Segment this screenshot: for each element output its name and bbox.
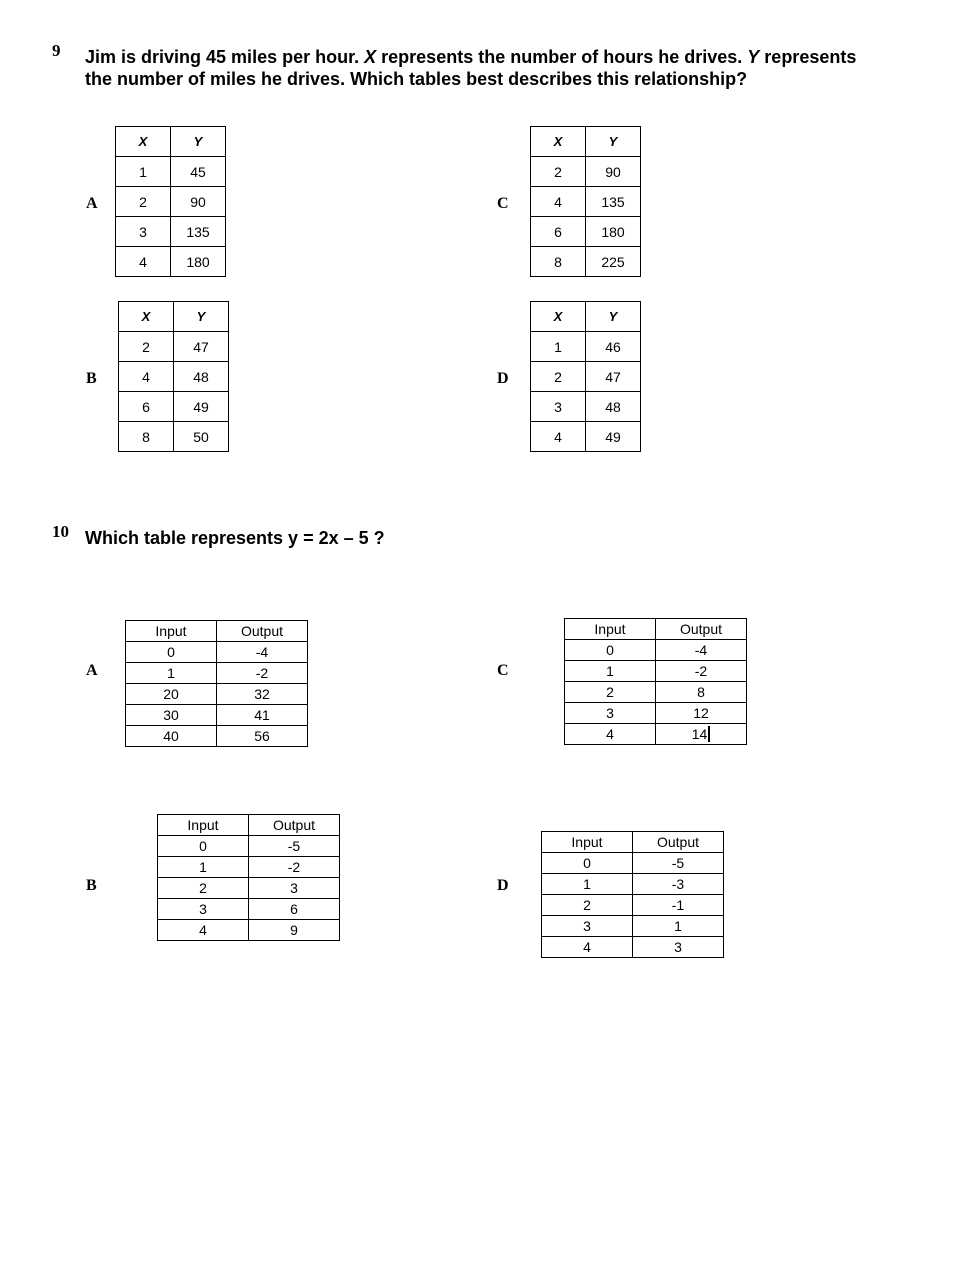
table-header-row xyxy=(565,619,747,640)
table-cell: 3 xyxy=(633,937,724,958)
table-row xyxy=(158,857,340,878)
table-row xyxy=(116,217,226,247)
table-cell: 180 xyxy=(171,247,226,277)
table-option-a xyxy=(125,620,308,747)
table-cell: 4 xyxy=(158,920,249,941)
table-cell: 6 xyxy=(119,392,174,422)
table-cell: 2 xyxy=(119,332,174,362)
table-header-row xyxy=(126,621,308,642)
option-letter-a: A xyxy=(86,195,98,212)
table-cell xyxy=(656,724,747,745)
output-header: Output xyxy=(633,832,724,853)
table-cell: 49 xyxy=(174,392,229,422)
question-text: Which table represents y = 2x – 5 ? xyxy=(85,528,385,548)
input-header: Input xyxy=(126,621,217,642)
table-row xyxy=(531,422,641,452)
table-row xyxy=(158,836,340,857)
table-cell: 41 xyxy=(217,705,308,726)
table-cell: -4 xyxy=(217,642,308,663)
table-cell: 90 xyxy=(171,187,226,217)
table-option-d xyxy=(530,301,641,452)
output-header: Output xyxy=(656,619,747,640)
table-cell: 50 xyxy=(174,422,229,452)
option-letter-d: D xyxy=(497,877,509,894)
table-header-row xyxy=(158,815,340,836)
question-text-part: Jim is driving 45 miles per hour. xyxy=(85,47,360,67)
table-cell: 180 xyxy=(586,217,641,247)
y-header: Y xyxy=(586,302,641,332)
table-row xyxy=(542,916,724,937)
table-cell: 3 xyxy=(542,916,633,937)
text-cursor-value: 14 xyxy=(692,726,711,742)
table-cell: 3 xyxy=(531,392,586,422)
output-header: Output xyxy=(249,815,340,836)
table-cell: 225 xyxy=(586,247,641,277)
y-variable: Y xyxy=(747,47,760,67)
table-header-row xyxy=(531,302,641,332)
table-cell: 0 xyxy=(126,642,217,663)
table-cell: 2 xyxy=(531,362,586,392)
table-cell: 1 xyxy=(116,157,171,187)
option-letter-a: A xyxy=(86,662,98,679)
table-cell: -4 xyxy=(656,640,747,661)
table-cell: 6 xyxy=(249,899,340,920)
table-cell: 3 xyxy=(116,217,171,247)
table-cell: 2 xyxy=(116,187,171,217)
table-option-a xyxy=(115,126,226,277)
option-letter-b: B xyxy=(86,877,97,894)
table-cell: 1 xyxy=(126,663,217,684)
table-row xyxy=(565,703,747,724)
table-row xyxy=(119,392,229,422)
table-cell: -2 xyxy=(217,663,308,684)
table-row xyxy=(542,874,724,895)
table-cell: 20 xyxy=(126,684,217,705)
table-header-row xyxy=(119,302,229,332)
table-row xyxy=(126,663,308,684)
option-letter-c: C xyxy=(497,662,509,679)
table-header-row xyxy=(542,832,724,853)
option-letter-c: C xyxy=(497,195,509,212)
table-cell: 9 xyxy=(249,920,340,941)
table-cell: 56 xyxy=(217,726,308,747)
table-row xyxy=(565,640,747,661)
table-cell: 1 xyxy=(531,332,586,362)
table-row xyxy=(116,157,226,187)
table-cell: 1 xyxy=(158,857,249,878)
table-option-d xyxy=(541,831,724,958)
table-header-row xyxy=(531,127,641,157)
table-cell: 8 xyxy=(656,682,747,703)
table-cell: 4 xyxy=(565,724,656,745)
table-row xyxy=(531,157,641,187)
x-header: X xyxy=(119,302,174,332)
table-row xyxy=(119,422,229,452)
table-row xyxy=(542,895,724,916)
table-cell: 12 xyxy=(656,703,747,724)
table-row xyxy=(158,878,340,899)
y-header: Y xyxy=(174,302,229,332)
table-row xyxy=(565,661,747,682)
table-cell: 48 xyxy=(174,362,229,392)
table-cell: 47 xyxy=(174,332,229,362)
table-cell: 4 xyxy=(116,247,171,277)
table-cell: 2 xyxy=(542,895,633,916)
table-header-row xyxy=(116,127,226,157)
table-cell: 0 xyxy=(542,853,633,874)
table-cell: -5 xyxy=(633,853,724,874)
table-cell: 1 xyxy=(633,916,724,937)
table-row xyxy=(119,332,229,362)
question-number: 9 xyxy=(52,41,61,60)
table-cell: 135 xyxy=(171,217,226,247)
y-header: Y xyxy=(586,127,641,157)
table-option-c xyxy=(530,126,641,277)
table-cell: -2 xyxy=(249,857,340,878)
question-text-part: represents the number of hours he drives. xyxy=(381,47,743,67)
table-cell: 8 xyxy=(531,247,586,277)
output-header: Output xyxy=(217,621,308,642)
table-row xyxy=(565,724,747,745)
table-cell: 3 xyxy=(158,899,249,920)
x-header: X xyxy=(531,302,586,332)
table-cell: 32 xyxy=(217,684,308,705)
option-letter-d: D xyxy=(497,370,509,387)
table-cell: 0 xyxy=(158,836,249,857)
question-text xyxy=(85,46,865,90)
table-cell: 2 xyxy=(565,682,656,703)
table-option-c xyxy=(564,618,747,745)
table-row xyxy=(531,217,641,247)
table-option-b xyxy=(118,301,229,452)
table-row xyxy=(531,392,641,422)
table-cell: 46 xyxy=(586,332,641,362)
table-cell: 45 xyxy=(171,157,226,187)
input-header: Input xyxy=(565,619,656,640)
table-cell: 40 xyxy=(126,726,217,747)
table-row xyxy=(531,247,641,277)
table-cell: -2 xyxy=(656,661,747,682)
table-row xyxy=(126,705,308,726)
table-row xyxy=(531,187,641,217)
table-cell: 90 xyxy=(586,157,641,187)
input-header: Input xyxy=(158,815,249,836)
table-cell: 4 xyxy=(531,422,586,452)
table-cell: 3 xyxy=(249,878,340,899)
table-row xyxy=(542,853,724,874)
table-row xyxy=(126,726,308,747)
table-cell: 1 xyxy=(565,661,656,682)
table-cell: 4 xyxy=(531,187,586,217)
question-text-part: represents the number of miles he drives. Which tables best describes this relationship? xyxy=(85,47,857,89)
table-cell: 48 xyxy=(586,392,641,422)
table-cell: 47 xyxy=(586,362,641,392)
table-cell: 30 xyxy=(126,705,217,726)
table-option-b xyxy=(157,814,340,941)
option-letter-b: B xyxy=(86,370,97,387)
y-header: Y xyxy=(171,127,226,157)
table-row xyxy=(126,684,308,705)
table-cell: 135 xyxy=(586,187,641,217)
table-cell: 3 xyxy=(565,703,656,724)
table-row xyxy=(116,247,226,277)
table-cell: 6 xyxy=(531,217,586,247)
table-cell: -1 xyxy=(633,895,724,916)
table-cell: 8 xyxy=(119,422,174,452)
x-variable: X xyxy=(364,47,377,67)
table-row xyxy=(531,362,641,392)
table-row xyxy=(531,332,641,362)
table-row xyxy=(542,937,724,958)
question-number: 10 xyxy=(52,522,69,541)
x-header: X xyxy=(531,127,586,157)
x-header: X xyxy=(116,127,171,157)
table-cell: 1 xyxy=(542,874,633,895)
table-row xyxy=(119,362,229,392)
table-cell: 4 xyxy=(119,362,174,392)
table-row xyxy=(116,187,226,217)
table-row xyxy=(565,682,747,703)
table-row xyxy=(158,920,340,941)
table-cell: 0 xyxy=(565,640,656,661)
table-cell: 2 xyxy=(531,157,586,187)
table-cell: -3 xyxy=(633,874,724,895)
table-cell: -5 xyxy=(249,836,340,857)
input-header: Input xyxy=(542,832,633,853)
table-row xyxy=(126,642,308,663)
table-cell: 4 xyxy=(542,937,633,958)
table-cell: 49 xyxy=(586,422,641,452)
table-cell: 2 xyxy=(158,878,249,899)
table-row xyxy=(158,899,340,920)
